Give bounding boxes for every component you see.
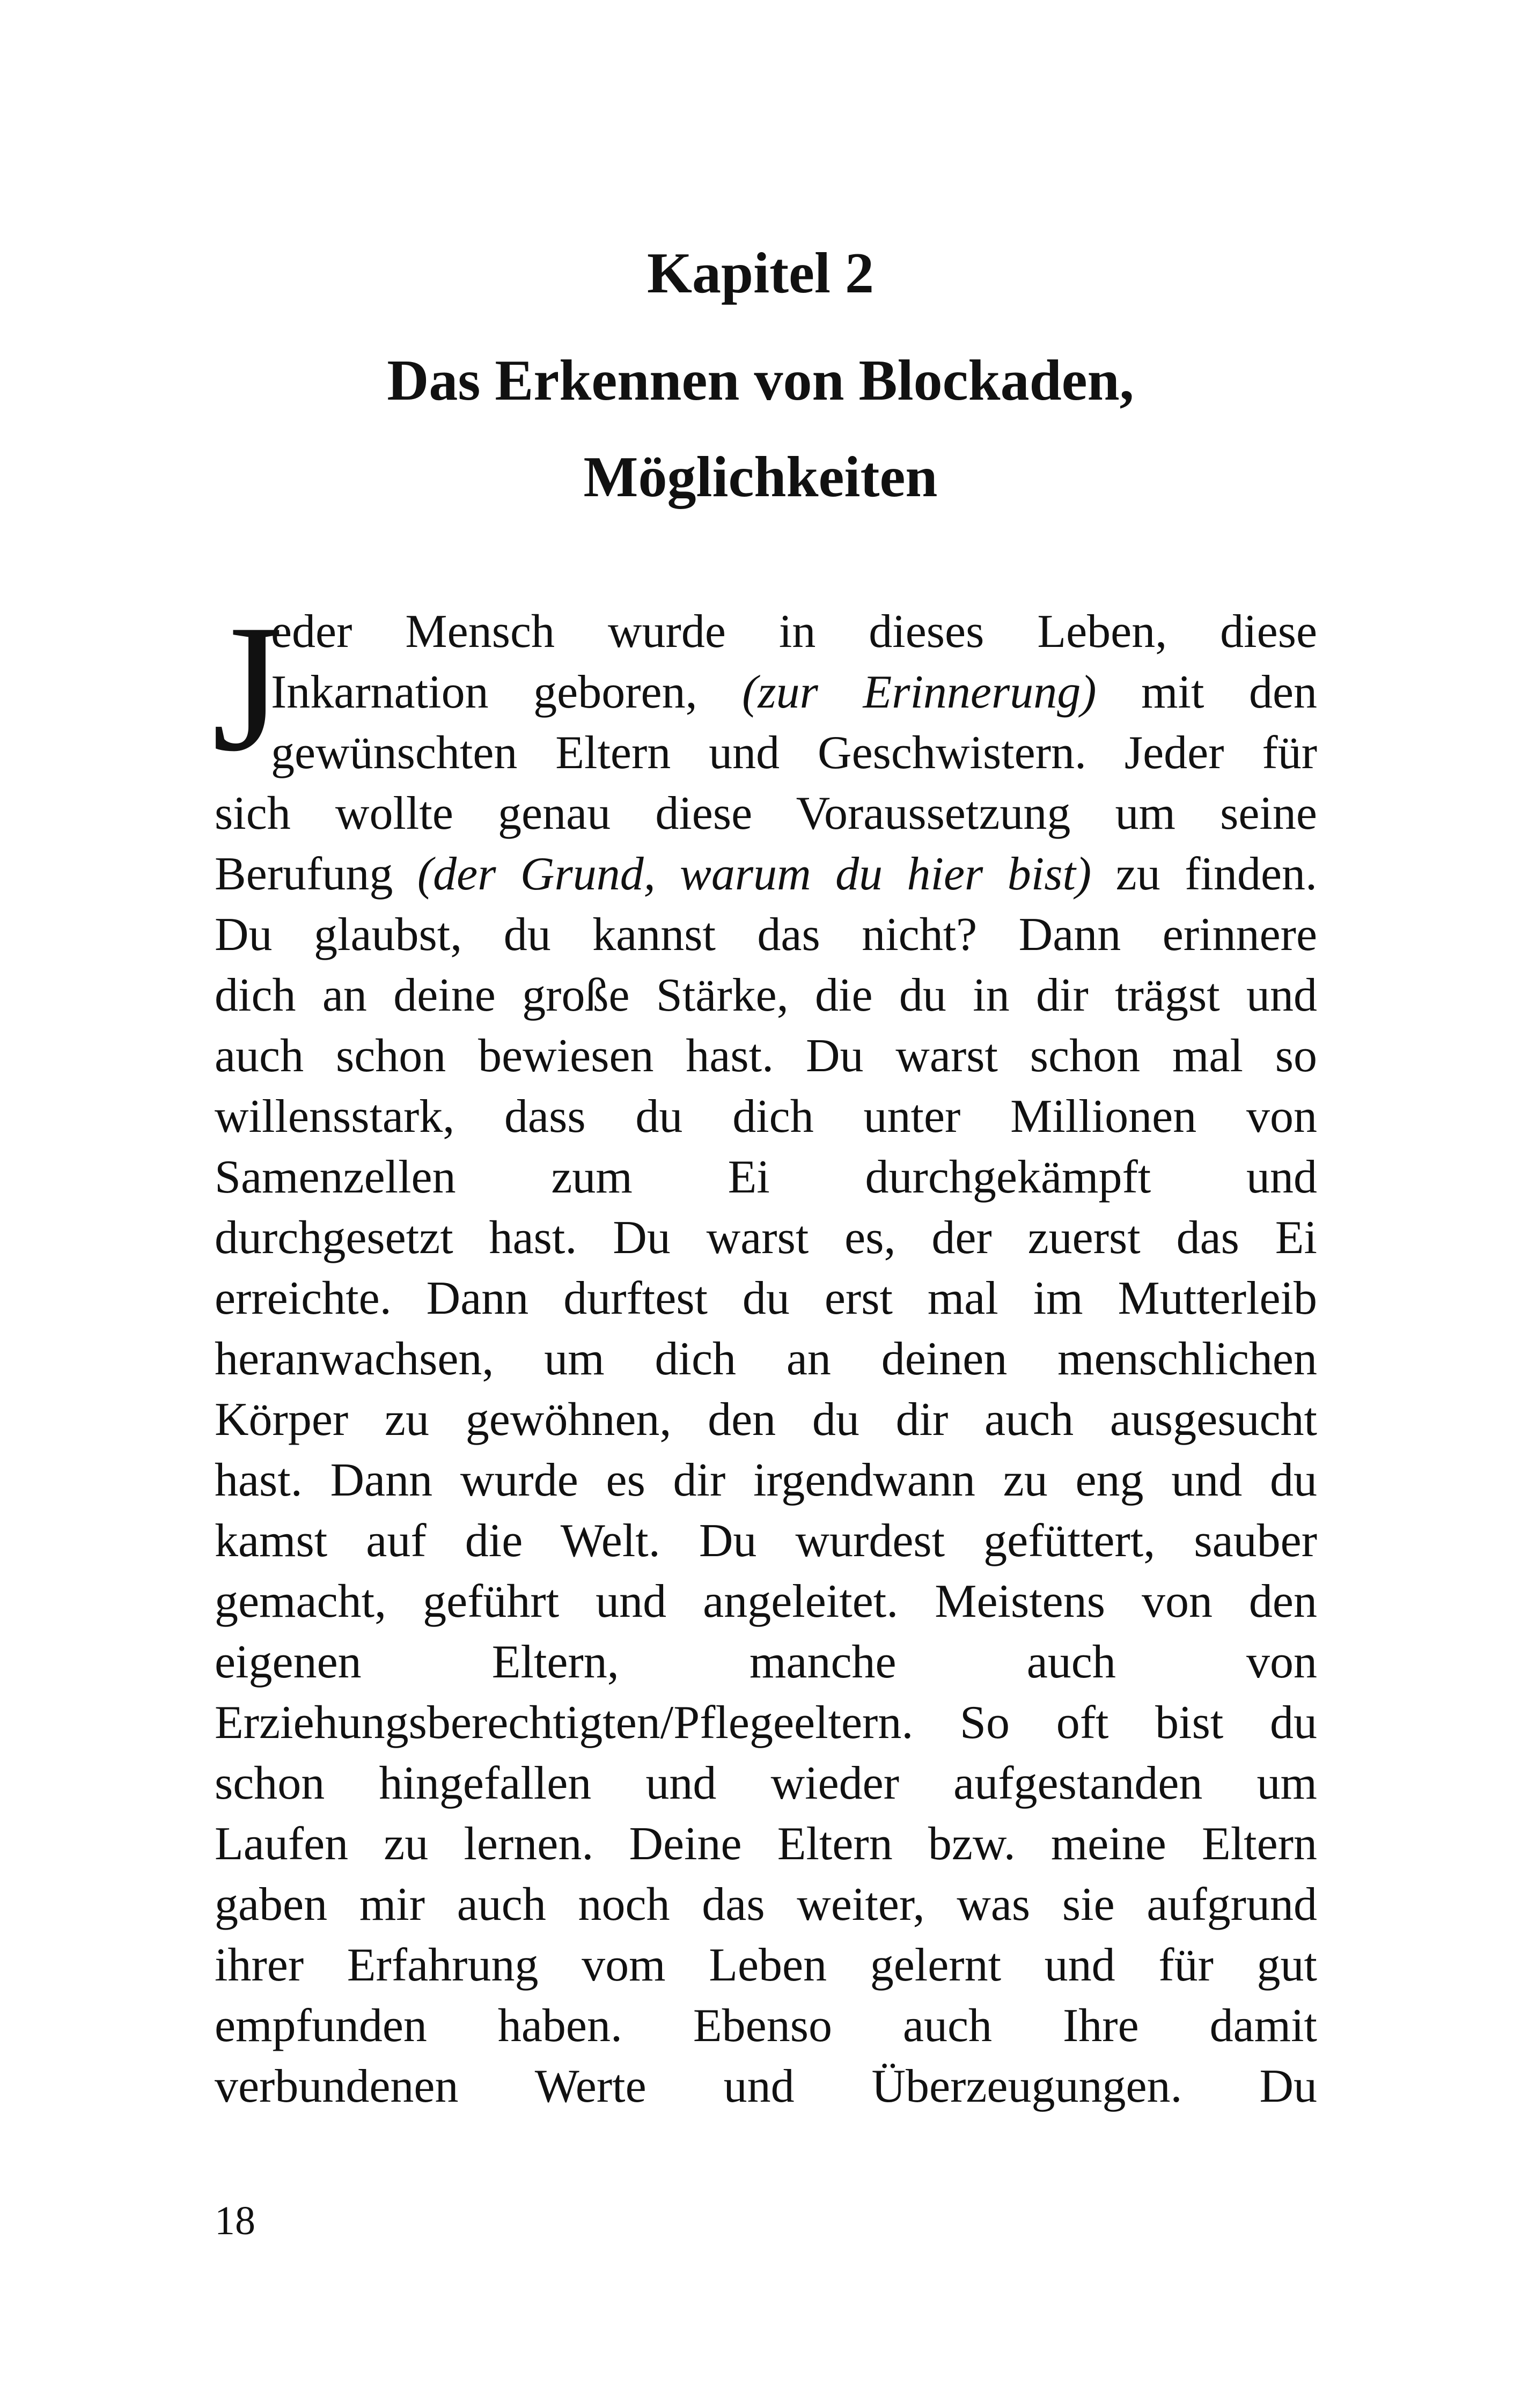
chapter-title-line-2: Möglichkeiten [583,445,938,509]
text-line: schon hingefallen und wieder aufgestanden um [215,1757,1317,1809]
text-line: heranwachsen, um dich an deinen menschlichen [215,1333,1317,1385]
text-line: durchgesetzt hast. Du warst es, der zuerst das Ei [215,1212,1317,1264]
text-line: willensstark, dass du dich unter Millionen von [215,1091,1317,1143]
text-line: Erziehungsberechtigten/Pflegeeltern. So oft bist du [215,1697,1317,1749]
chapter-title-line-1: Das Erkennen von Blockaden, [387,349,1134,413]
page-number: 18 [215,2198,255,2243]
text-line: Berufung (der Grund, warum du hier bist) zu finden. [215,848,1317,900]
text-line: auch schon bewiesen hast. Du warst schon mal so [215,1030,1317,1082]
text-line: Samenzellen zum Ei durchgekämpft und [215,1151,1317,1203]
chapter-title [0,333,1521,526]
text-line: eder Mensch wurde in dieses Leben, diese [271,606,1317,658]
drop-cap: J [212,587,283,789]
text-line: kamst auf die Welt. Du wurdest gefüttert, sauber [215,1515,1317,1567]
text-line: eigenen Eltern, manche auch von [215,1636,1317,1688]
text-line: Laufen zu lernen. Deine Eltern bzw. meine Eltern [215,1818,1317,1870]
text-line: hast. Dann wurde es dir irgendwann zu eng und du [215,1454,1317,1506]
text-line: verbundenen Werte und Überzeugungen. Du [215,2060,1317,2112]
text-line: Körper zu gewöhnen, den du dir auch ausgesucht [215,1394,1317,1446]
text-line: dich an deine große Stärke, die du in dir trägst und [215,969,1317,1021]
text-line: sich wollte genau diese Voraussetzung um seine [215,787,1317,840]
text-line: gewünschten Eltern und Geschwistern. Jeder für [271,727,1317,779]
body-paragraph [215,601,1317,2117]
text-line: ihrer Erfahrung vom Leben gelernt und für gut [215,1939,1317,1991]
text-line: Inkarnation geboren, (zur Erinnerung) mit den [271,666,1318,718]
text-line: erreichte. Dann durftest du erst mal im Mutterleib [215,1272,1317,1324]
text-line: empfunden haben. Ebenso auch Ihre damit [215,2000,1317,2052]
text-line: gemacht, geführt und angeleitet. Meistens von den [215,1575,1317,1628]
chapter-number: Kapitel 2 [647,241,874,305]
text-line: gaben mir auch noch das weiter, was sie aufgrund [215,1879,1317,1931]
text-line: Du glaubst, du kannst das nicht? Dann erinnere [215,909,1317,961]
